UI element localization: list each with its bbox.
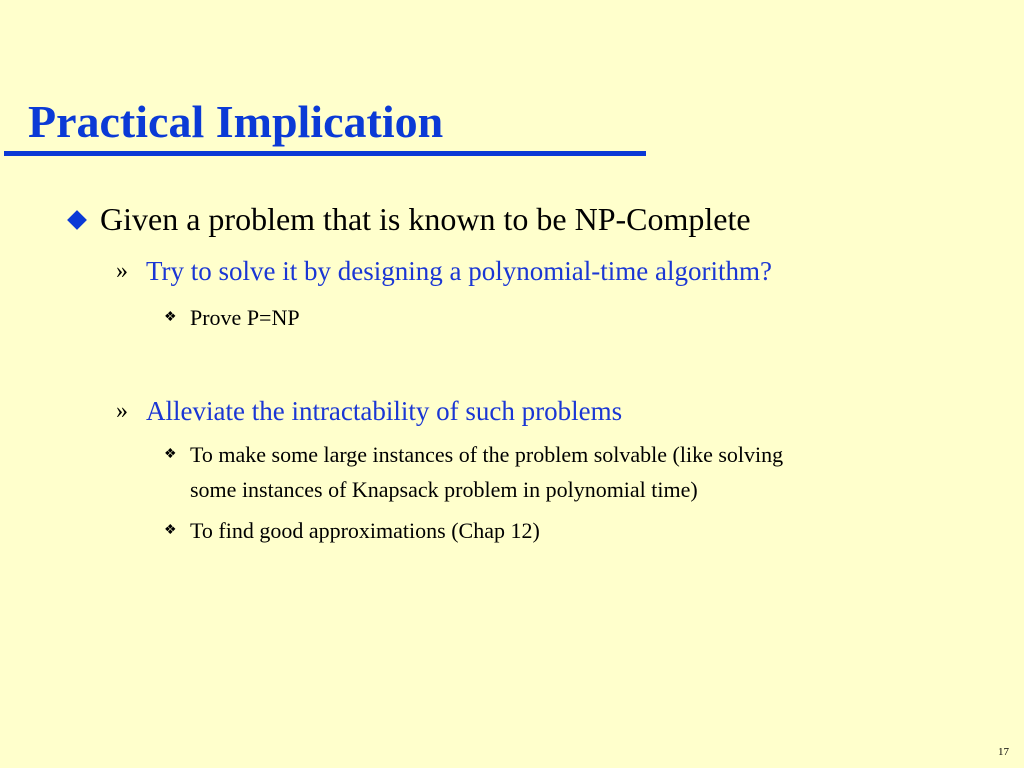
fleuron-bullet-icon: ❖: [164, 310, 177, 325]
level1-text: Given a problem that is known to be NP-Complete: [100, 201, 751, 237]
level3-text: Prove P=NP: [190, 305, 300, 330]
fleuron-bullet-icon: ❖: [164, 447, 177, 462]
fleuron-bullet-icon: ❖: [164, 523, 177, 538]
chevron-bullet-icon: »: [116, 258, 128, 284]
level3-text: To find good approximations (Chap 12): [190, 518, 540, 543]
level2-text: Try to solve it by designing a polynomial-time algorithm?: [146, 256, 772, 286]
diamond-bullet-icon: [67, 210, 87, 230]
slide-title: Practical Implication: [28, 96, 444, 147]
level3-text: To make some large instances of the problem solvable (like solving: [190, 442, 784, 467]
chevron-bullet-icon: »: [116, 398, 128, 424]
title-underline: [4, 151, 646, 156]
page-number: 17: [998, 746, 1009, 758]
level3-text: some instances of Knapsack problem in polynomial time): [190, 477, 698, 502]
level2-text: Alleviate the intractability of such problems: [146, 396, 623, 426]
